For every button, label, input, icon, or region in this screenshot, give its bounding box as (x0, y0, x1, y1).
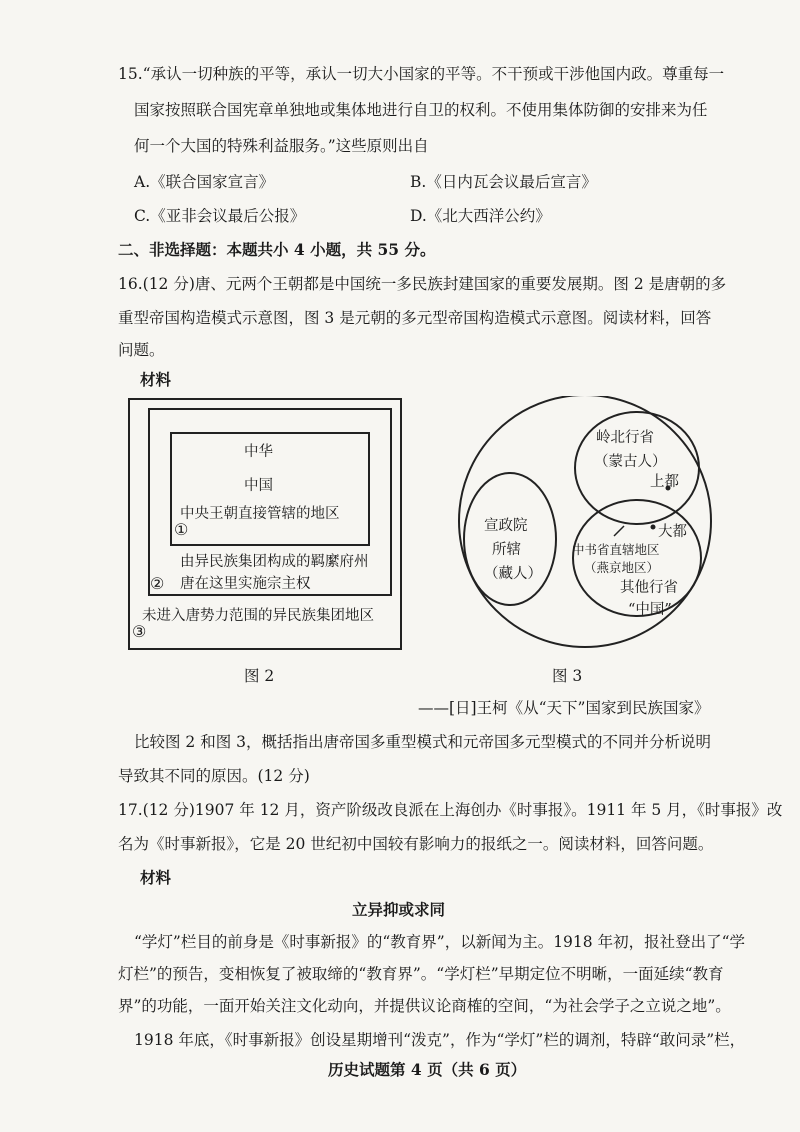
q15-line3: 何一个大国的特殊利益服务。”这些原则出自 (134, 137, 429, 155)
fig2-outer-text: 未进入唐势力范围的异民族集团地区 (142, 608, 374, 624)
fig2-number-1: ① (174, 520, 189, 539)
q17-material-label: 材料 (140, 868, 172, 887)
q15-option-b: B.《日内瓦会议最后宣言》 (410, 173, 597, 191)
q17-line2: 名为《时事新报》，它是 20 世纪初中国较有影响力的报纸之一。阅读材料，回答问题。 (118, 835, 714, 853)
section2-heading: 二、非选择题：本题共小 4 小题，共 55 分。 (118, 240, 436, 259)
fig2-middle-text2: 唐在这里实施宗主权 (180, 576, 311, 592)
q17-line1: 17.(12 分)1907 年 12 月，资产阶级改良派在上海创办《时事报》。1911 年 5 月，《时事报》改 (118, 801, 783, 819)
fig2-inner-text3: 中央王朝直接管辖的地区 (180, 506, 340, 522)
fig3-tick-mark (614, 526, 624, 536)
q16-line1: 16.(12 分)唐、元两个王朝都是中国统一多民族封建国家的重要发展期。图 2 是唐朝的多 (118, 275, 727, 293)
q15-line2: 国家按照联合国宪章单独地或集体地进行自卫的权利。不使用集体防御的安排来为任 (134, 101, 708, 119)
q16-ask-line2: 导致其不同的原因。(12 分) (118, 767, 310, 785)
fig2-number-3: ③ (132, 622, 147, 641)
fig3-left-text3: （藏人） (484, 566, 542, 582)
fig3-top-text2: （蒙古人） (594, 454, 667, 470)
q16-line2: 重型帝国构造模式示意图，图 3 是元朝的多元型帝国构造模式示意图。阅读材料，回答 (118, 309, 712, 327)
q15-option-c: C.《亚非会议最后公报》 (134, 207, 306, 225)
fig2-number-2: ② (150, 574, 165, 593)
fig3-shangdu-label: 上都 (650, 474, 679, 490)
q17-material-title: 立异抑或求同 (352, 900, 446, 919)
q17-para-line1: “学灯”栏目的前身是《时事新报》的“教育界”，以新闻为主。1918 年初，报社登出了“学 (134, 933, 745, 951)
q16-ask-line1: 比较图 2 和图 3，概括指出唐帝国多重型模式和元帝国多元型模式的不同并分析说明 (134, 733, 712, 751)
fig3-top-text1: 岭北行省 (596, 430, 654, 446)
fig3-dadu-dot (651, 525, 656, 530)
fig2-inner-text1: 中华 (244, 444, 273, 460)
fig3-caption: 图 3 (552, 667, 583, 685)
fig2-inner-text2: 中国 (244, 478, 273, 494)
fig3-left-text2: 所辖 (492, 542, 521, 558)
q15-line1: 15.“承认一切种族的平等，承认一切大小国家的平等。不干预或干涉他国内政。尊重每一 (118, 65, 725, 83)
q17-para-line2: 灯栏”的预告，变相恢复了被取缔的“教育界”。“学灯栏”早期定位不明晰，一面延续“教育 (118, 965, 724, 983)
q16-material-label: 材料 (140, 370, 172, 389)
fig3-mid-text2: （燕京地区） (584, 560, 660, 575)
fig3-other-text1: 其他行省 (620, 580, 678, 596)
q16-source: ——[日]王柯《从“天下”国家到民族国家》 (418, 699, 710, 717)
page-footer: 历史试题第 4 页（共 6 页） (328, 1060, 527, 1079)
q17-para-line3: 界”的功能，一面开始关注文化动向，并提供议论商榷的空间，“为社会学子之立说之地”。 (118, 997, 731, 1015)
fig2-caption: 图 2 (244, 667, 275, 685)
q16-line3: 问题。 (118, 341, 165, 359)
fig2-middle-text1: 由异民族集团构成的羁縻府州 (180, 554, 369, 570)
q17-para-line4: 1918 年底，《时事新报》创设星期增刊“泼克”，作为“学灯”栏的调剂，特辟“敢问录”栏， (134, 1031, 746, 1049)
fig3-left-text1: 宣政院 (484, 518, 528, 534)
q15-option-a: A.《联合国家宣言》 (134, 173, 275, 191)
q15-option-d: D.《北大西洋公约》 (410, 207, 551, 225)
fig3-other-text2: “中国” (628, 602, 672, 618)
fig3-mid-text1: 中书省直辖地区 (572, 542, 660, 557)
fig3-dadu-label: 大都 (658, 524, 687, 540)
